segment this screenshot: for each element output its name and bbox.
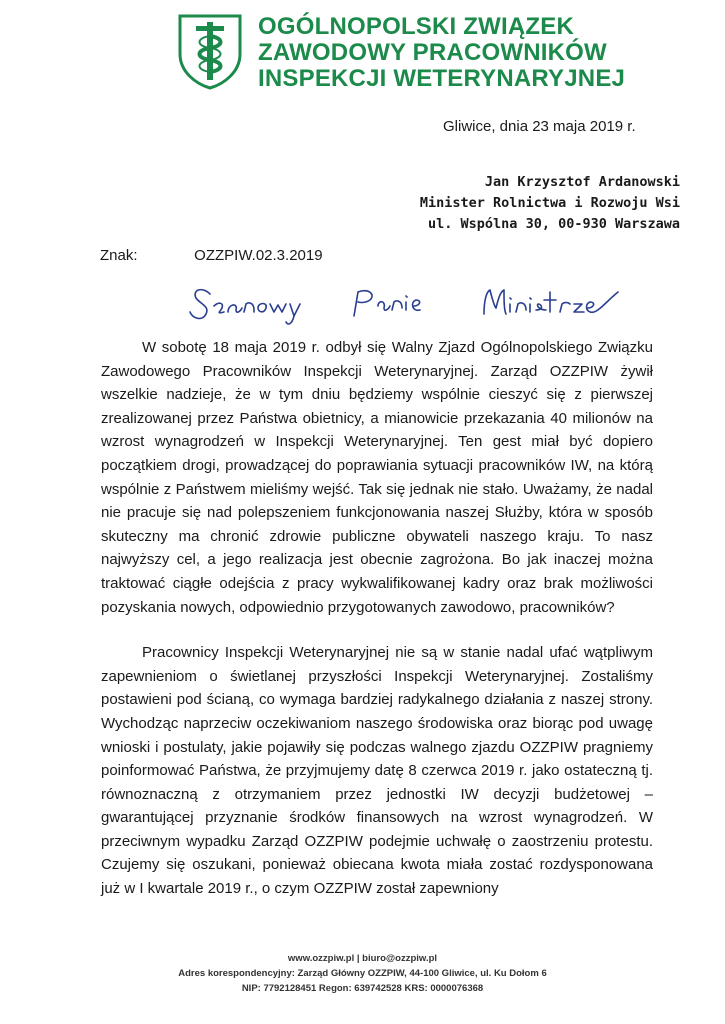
footer xyxy=(0,951,725,996)
organization-name-line-2: ZAWODOWY PRACOWNIKÓW xyxy=(258,39,607,66)
footer-contact: www.ozzpiw.pl | biuro@ozzpiw.pl xyxy=(287,953,438,964)
organization-name-line-3: INSPEKCJI WETERYNARYJNEJ xyxy=(258,65,626,92)
handwritten-salutation xyxy=(188,272,628,332)
organization-name-line-1: OGÓLNOPOLSKI ZWIĄZEK xyxy=(258,13,574,40)
reference-line xyxy=(100,247,323,264)
recipient-address: ul. Wspólna 30, 00-930 Warszawa xyxy=(428,216,680,232)
letter-body xyxy=(101,336,653,901)
body-paragraph-2: Pracownicy Inspekcji Weterynaryjnej nie są w stanie nadal ufać wątpliwym zapewnieniom o świetlanej przyszłości Inspekcji Weterynaryjnej. Zostaliśmy postawieni pod ścianą, co wymaga bardziej radykalnego działania z naszej strony. Wychodząc naprzeciw oczekiwaniom naszego środowiska oraz biorąc pod uwagę wnioski i postulaty, jakie pojawiły się podczas walnego zjazdu OZZPIW pragniemy poinformować Państwa, że przyjmujemy datę 8 czerwca 2019 r. jako ostateczną tj. równoznaczną z otrzymaniem przez jednostki IW decyzji budżetowej – gwarantującej przyznanie środków finansowych na wzrost wynagrodzeń. W przeciwnym wypadku Zarząd OZZPIW podejmie uchwałę o zaostrzeniu protestu. Czujemy się oszukani, ponieważ obiecana kwota miała zostać rozdysponowana już w I kwartale 2019 r., o czym OZZPIW został zapewniony xyxy=(101,644,653,898)
caduceus-shield-icon xyxy=(178,14,242,90)
footer-address: Adres korespondencyjny: Zarząd Główny OZZPIW, 44-100 Gliwice, ul. Ku Dołom 6 xyxy=(178,968,547,979)
reference-label: Znak: xyxy=(100,247,138,264)
recipient-name: Jan Krzysztof Ardanowski xyxy=(484,174,680,190)
recipient-block xyxy=(380,172,680,235)
place-date: Gliwice, dnia 23 maja 2019 r. xyxy=(443,118,636,135)
footer-registry: NIP: 7792128451 Regon: 639742528 KRS: 0000076368 xyxy=(241,983,484,994)
body-paragraph-1: W sobotę 18 maja 2019 r. odbył się Walny Zjazd Ogólnopolskiego Związku Zawodowego Pracowników Inspekcji Weterynaryjnej. Zarząd OZZPIW żywił wszelkie nadzieje, że w tym dniu będziemy wspólnie cieszyć się z pierwszej zrealizowanej przez Państwa obietnicy, a mianowicie przekazania 40 milionów na wzrost wynagrodzeń w Inspekcji Weterynaryjnej. Ten gest miał być dopiero początkiem drogi, prowadzącej do poprawiania sytuacji pracowników IW, na którą wspólnie z Państwem mieliśmy wejść. Tak się jednak nie stało. Uważamy, że nadal nie pracuje się nad polepszeniem funkcjonowania naszej Służby, która w sposób skuteczny ma chronić zdrowie publiczne obywateli naszego kraju. To nasz najwyższy cel, a jego realizacja jest obecnie zagrożona. Bo jak inaczej można traktować ciągłe odejścia z pracy wykwalifikowanej kadry oraz brak możliwości pozyskania nowych, odpowiednio przygotowanych zawodowo, pracowników? xyxy=(101,339,653,616)
reference-value: OZZPIW.02.3.2019 xyxy=(194,247,323,264)
recipient-title: Minister Rolnictwa i Rozwoju Wsi xyxy=(419,195,680,211)
organization-name xyxy=(258,14,678,92)
